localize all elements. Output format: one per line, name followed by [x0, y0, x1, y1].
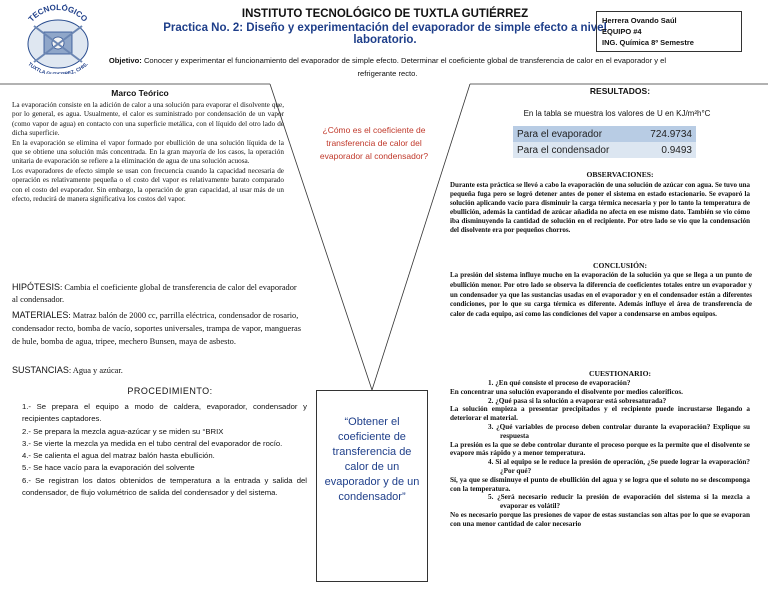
logo-text-top: TECNOLÓGICO — [26, 4, 90, 24]
row-value: 0.9493 — [635, 142, 696, 158]
marco-p1: La evaporación consiste en la adición de calor a una solución para evaporar el disolvente que, por lo general, es agua. Usualmente, el calor es suministrado por condensación de un vapor (como vapor de agua) en contacto con una superficie metálica, con el líquido del otro lado de dicha superficie. — [12, 101, 284, 138]
procedure-step: 4.- Se calienta el agua del matraz balón hasta ebullición. — [22, 451, 215, 461]
answer: En concentrar una solución evaporando el disolvente por medios caloríficos. — [450, 387, 683, 396]
institute-name: INSTITUTO TECNOLÓGICO DE TUXTLA GUTIÉRREZ — [241, 8, 529, 20]
sustancias — [12, 364, 300, 377]
procedimiento-title: PROCEDIMIENTO: — [127, 386, 213, 396]
list-item — [450, 493, 750, 528]
team-number: EQUIPO #4 — [602, 27, 642, 36]
materiales — [12, 309, 304, 348]
answer: No es necesario porque las presiones de vapor de estas sustancias son altas por lo que se evaporan con una menor cantidad de calor necesario — [450, 510, 750, 528]
results-table — [513, 126, 696, 158]
author-name: Herrera Ovando Saúl — [602, 16, 677, 25]
marco-body — [12, 101, 284, 204]
objective-text: Conocer y experimentar el funcionamiento del evaporador de simple efecto. Determinar el coeficiente global de transferencia de calor en el evaporador y el refrigerante recto. — [143, 56, 667, 78]
cuestionario-title: CUESTIONARIO: — [588, 369, 652, 378]
career: ING. Química 8º Semestre — [602, 38, 694, 47]
objective-quote-box — [316, 390, 428, 582]
observaciones-text: Durante esta práctica se llevó a cabo la evaporación de una solución de azúcar con agua. Se tuvo una pequeña fuga pero se logró detener antes de poner el sistema en estado estacionario. Se evaporó la solución aplicando vacío para disminuir la carga térmica necesaria y por lo tanto la temperatura de ebullición, además la cantidad de azúcar añadida no afecta en ese mismo dato. También se vio cómo iba disminuyendo la cantidad de solución en el recipiente. Por otro lado se vio que la condensación del disolvente era por pequeños chorros. — [450, 181, 750, 234]
conclusion-title: CONCLUSIÓN: — [592, 261, 647, 270]
answer: La solución empieza a presentar precipitados y el recipiente puede incrustarse llegando a deteriorar el material. — [450, 405, 750, 423]
procedure-step: 6.- Se registran los datos obtenidos de temperatura a la entrada y salida del condensador, de flujo volumétrico de salida del condensador y del sistema. — [22, 475, 307, 498]
row-value: 724.9734 — [635, 126, 696, 142]
conclusion-text: La presión del sistema influye mucho en la evaporación de la solución ya que se llega a un punto de ebullición menor. Por otro lado se observa la diferencia de coeficientes totales entre un evaporador y un condensador ya que las sustancias usadas en el evaporador y en el condensador están a diferentes condiciones, por lo que su carga térmica es diferente. Además influye el área de transferencia de calor de cada equipo, así como las condiciones del vapor a condensarse en ambos equipos. — [450, 271, 752, 319]
answer: La presión es la que se debe controlar durante el proceso porque es la permite que el disolvente se evapore más rápido y a menor temperatura. — [450, 440, 750, 458]
list-item — [450, 458, 750, 493]
list-item — [450, 397, 750, 423]
question: 5. ¿Será necesario reducir la presión de evaporación del sistema si la mezcla a evaporar es volátil? — [488, 493, 750, 511]
marco-p2: En la evaporación se elimina el vapor formado por ebullición de una solución líquida de la que se obtiene una solución más concentrada. En la gran mayoría de los casos, la operación unitaria de evaporación se refiere a la eliminación de agua de una solución acuosa. — [12, 138, 284, 166]
question: 2. ¿Qué pasa si la solución a evaporar está sobresaturada? — [488, 396, 667, 405]
materiales-label: MATERIALES — [12, 310, 69, 320]
procedure-step: 2.- Se prepara la mezcla agua-azúcar y se miden su °BRIX — [22, 426, 224, 436]
row-label: Para el evaporador — [513, 126, 635, 142]
research-question: ¿Cómo es el coeficiente de transferencia de calor del evaporador al condensador? — [319, 125, 429, 161]
cuestionario-list — [450, 379, 750, 529]
table-row — [513, 142, 696, 158]
answer: Sí, ya que se disminuye el punto de ebullición del agua y se logra que el soluto no se descomponga con la temperatura. — [450, 475, 750, 493]
hipotesis-text: : Cambia el coeficiente global de transferencia de calor del evaporador al condensador. — [12, 283, 297, 304]
marco-title: Marco Teórico — [111, 88, 169, 98]
hipotesis-label: HIPÓTESIS — [12, 282, 61, 292]
procedure-step: 1.- Se prepara el equipo a modo de caldera, evaporador, condensador y recipientes captadores. — [22, 402, 307, 424]
procedure-step: 5.- Se hace vacío para la evaporación del solvente — [22, 463, 195, 473]
table-row — [513, 126, 696, 142]
procedure-step: 3.- Se vierte la mezcla ya medida en el tubo central del evaporador de rocío. — [22, 438, 283, 448]
practice-title: Practica No. 2: Diseño y experimentación del evaporador de simple efecto a nivel laboratorio. — [163, 22, 607, 46]
observaciones-title: OBSERVACIONES: — [586, 170, 654, 179]
question: 4. Si al equipo se le reduce la presión de operación, ¿Se puede lograr la evaporación? ¿Por qué? — [488, 458, 750, 475]
logo-text-bottom: TUXTLA G EZ, CHIS. — [26, 61, 90, 74]
hipotesis — [12, 281, 300, 306]
objective-quote: “Obtener el coeficiente de transferencia de calor de un evaporador y de un condensador” — [324, 416, 420, 503]
sustancias-text: : Agua y azúcar. — [68, 366, 123, 375]
materiales-text: : Matraz balón de 2000 cc, parrilla eléctrica, condensador de rosario, condensador recto, bomba de vacío, soportes universales, trampa de vapor, mangueras de hule, bomba de agua, tripee, mechero Bunsen, maya de asbesto. — [12, 311, 301, 346]
resultados-intro: En la tabla se muestra los valores de U en KJ/m²h°C — [523, 109, 711, 118]
question: 1. ¿En qué consiste el proceso de evaporación? — [488, 379, 631, 387]
list-item — [450, 423, 750, 458]
sustancias-label: SUSTANCIAS — [12, 365, 69, 375]
objective-label: Objetivo: — [108, 56, 142, 65]
resultados-title: RESULTADOS: — [589, 86, 651, 96]
question: 3. ¿Qué variables de proceso deben controlar durante la evaporación? Explique su respuesta — [488, 422, 750, 440]
procedimiento-list — [22, 401, 307, 499]
row-label: Para el condensador — [513, 142, 635, 158]
marco-p3: Los evaporadores de efecto simple se usan con frecuencia cuando la capacidad necesaria de operación es relativamente pequeña o el costo del vapor es relativamente barato comparado con el costo del evaporador. Sin embargo, la operación de gran capacidad, al usar más de un efecto, reducirá de manera significativa los costos del vapor. — [12, 166, 284, 204]
list-item — [450, 379, 750, 397]
